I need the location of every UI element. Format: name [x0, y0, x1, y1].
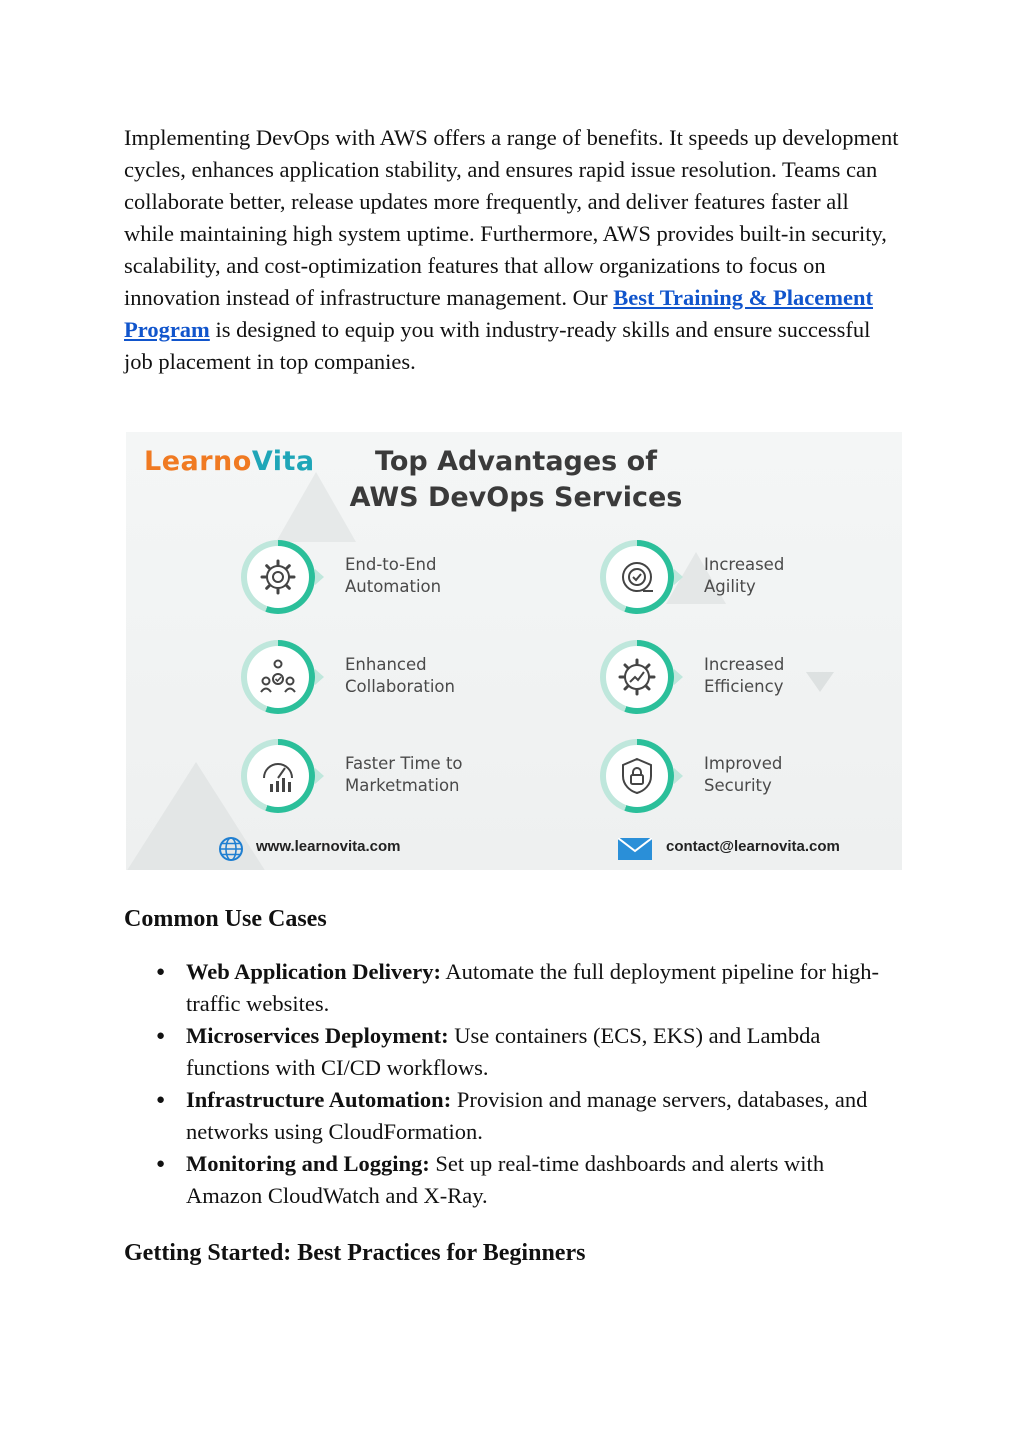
infographic-title	[326, 444, 706, 516]
gear-chart-icon	[617, 657, 657, 697]
team-icon	[258, 657, 298, 697]
advantage-increased-agility	[600, 540, 900, 624]
mail-icon	[618, 838, 652, 860]
advantage-enhanced-collaboration	[241, 640, 541, 724]
intro-text-start: Implementing DevOps with AWS offers a range of benefits. It speeds up development cycles, enhances application stability, and ensures rapid issue resolution. Teams can collaborate better, release updates more frequently, and deliver features faster all while maintaining high system uptime. Furthermore, AWS provides built-in security, scalability, and cost-optimization features that allow organizations to focus on innovation instead of infrastructure management. Our	[124, 125, 899, 310]
use-case-term: Microservices Deployment:	[186, 1023, 449, 1048]
advantage-faster-time	[241, 739, 541, 823]
contact-email: contact@learnovita.com	[666, 838, 840, 855]
use-case-desc: Set up real-time dashboards and alerts with Amazon CloudWatch and X-Ray.	[186, 1151, 825, 1208]
use-case-term: Web Application Delivery:	[186, 959, 441, 984]
gear-icon	[258, 557, 298, 597]
list-item	[124, 1084, 904, 1148]
advantage-label-line2: Security	[704, 776, 772, 795]
advantage-label-line2: Agility	[704, 577, 756, 596]
advantage-label-line2: Marketmation	[345, 776, 460, 795]
use-case-term: Infrastructure Automation:	[186, 1087, 452, 1112]
use-cases-list	[124, 956, 904, 1212]
use-case-term: Monitoring and Logging:	[186, 1151, 430, 1176]
advantages-infographic	[126, 432, 902, 870]
advantage-label-line1: End-to-End	[345, 555, 437, 574]
advantage-end-to-end-automation	[241, 540, 541, 624]
advantage-label-line1: Faster Time to	[345, 754, 463, 773]
list-item	[124, 1148, 904, 1212]
advantage-label-line1: Increased	[704, 555, 785, 574]
training-program-link[interactable]: Best Training & Placement Program	[124, 285, 873, 342]
intro-text-end: is designed to equip you with industry-ready skills and ensure successful job placement in top companies.	[124, 317, 871, 374]
globe-icon	[218, 836, 244, 862]
advantage-label-line1: Improved	[704, 754, 783, 773]
getting-started-heading: Getting Started: Best Practices for Beginners	[124, 1240, 586, 1266]
learnovita-logo: LearnoVita	[144, 446, 315, 477]
use-case-desc: Automate the full deployment pipeline for high-traffic websites.	[186, 959, 880, 1016]
use-case-desc: Use containers (ECS, EKS) and Lambda functions with CI/CD workflows.	[186, 1023, 821, 1080]
list-item	[124, 956, 904, 1020]
intro-paragraph	[124, 122, 904, 378]
gauge-check-icon	[617, 557, 657, 597]
advantage-label-line2: Automation	[345, 577, 442, 596]
advantage-improved-security	[600, 739, 900, 823]
advantage-increased-efficiency	[600, 640, 900, 724]
shield-lock-icon	[617, 756, 657, 796]
list-item	[124, 1020, 904, 1084]
use-case-desc: Provision and manage servers, databases, and networks using CloudFormation.	[186, 1087, 868, 1144]
speed-chart-icon	[258, 756, 298, 796]
infographic-title-line2: AWS DevOps Services	[349, 482, 683, 513]
advantage-label-line1: Enhanced	[345, 655, 427, 674]
website-url: www.learnovita.com	[256, 838, 401, 855]
advantage-label-line2: Efficiency	[704, 677, 784, 696]
advantage-label-line2: Collaboration	[345, 677, 455, 696]
advantage-label-line1: Increased	[704, 655, 785, 674]
use-cases-heading: Common Use Cases	[124, 906, 327, 932]
infographic-title-line1: Top Advantages of	[375, 446, 657, 477]
